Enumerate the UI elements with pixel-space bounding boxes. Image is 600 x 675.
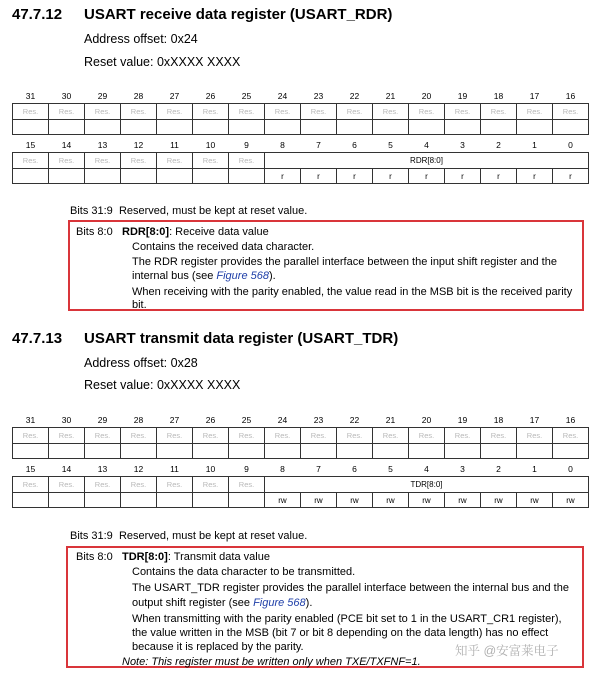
field-desc-tdr-3c: because it is replaced by the parity. [132, 641, 304, 653]
reserved-cell: Res. [445, 428, 481, 444]
field-name-tdr: TDR[8:0] [122, 551, 168, 563]
field-desc-tdr-3a: When transmitting with the parity enabled (PCE bit set to 1 in the USART_CR1 register), [132, 613, 562, 625]
bit-number: 2 [496, 140, 501, 150]
bit-number: 5 [388, 464, 393, 474]
reserved-bits-range: Bits 31:9 [70, 205, 113, 217]
bit-number: 3 [460, 464, 465, 474]
access-cell [229, 169, 265, 184]
field-title-rdr [122, 225, 269, 240]
field-desc-tdr-2b [132, 596, 312, 611]
reserved-cell: Res. [13, 477, 49, 493]
access-cell: rw [553, 493, 589, 508]
bit-number: 9 [244, 140, 249, 150]
field-desc-rdr-1: Contains the received data character. [132, 241, 315, 253]
bit-number: 3 [460, 140, 465, 150]
bit-number: 28 [133, 91, 144, 101]
reserved-cell: Res. [121, 477, 157, 493]
access-cell [481, 120, 517, 135]
access-cell [265, 120, 301, 135]
access-cell: rw [373, 493, 409, 508]
bit-number: 14 [61, 464, 72, 474]
address-offset-rdr: Address offset: 0x24 [84, 32, 198, 46]
reserved-cell: Res. [121, 104, 157, 120]
access-cell [517, 120, 553, 135]
field-desc-rdr-2b [132, 269, 276, 284]
reserved-cell: Res. [157, 104, 193, 120]
figure-568-link[interactable]: Figure 568 [216, 270, 269, 282]
reserved-cell: Res. [49, 153, 85, 169]
reserved-cell: Res. [85, 104, 121, 120]
bit-number: 0 [568, 140, 573, 150]
reserved-cell: Res. [409, 428, 445, 444]
field-title-rest-tdr: : Transmit data value [167, 551, 270, 563]
register-map-rdr-lower [12, 136, 589, 184]
bit-number: 26 [205, 415, 216, 425]
bit-number: 0 [568, 464, 573, 474]
access-cell: rw [481, 493, 517, 508]
reserved-cell: Res. [229, 477, 265, 493]
access-cell [373, 120, 409, 135]
access-cell [517, 444, 553, 459]
access-cell: r [445, 169, 481, 184]
bit-number: 16 [565, 91, 576, 101]
bit-number: 22 [349, 415, 360, 425]
watermark: 知乎 @安富莱电子 [455, 644, 559, 658]
field-bits-rdr: Bits 8:0 [76, 226, 113, 238]
figure-568-link[interactable]: Figure 568 [253, 597, 306, 609]
field-desc-rdr-3a: When receiving with the parity enabled, the value read in the MSB bit is the received parity [132, 286, 573, 298]
note-tdr: Note: This register must be written only when TXE/TXFNF=1. [122, 656, 421, 668]
access-cell [157, 120, 193, 135]
access-cell: rw [517, 493, 553, 508]
bit-number: 8 [280, 140, 285, 150]
access-cell: rw [445, 493, 481, 508]
reserved-bits-tdr [70, 529, 307, 544]
bit-number: 18 [493, 91, 504, 101]
reserved-cell: Res. [481, 428, 517, 444]
field-desc-tdr-3b: the value written in the MSB (bit 7 or bit 8 depending on the data length) has no effect [132, 627, 549, 639]
bit-number: 22 [349, 91, 360, 101]
reserved-cell: Res. [13, 104, 49, 120]
reserved-cell: Res. [481, 104, 517, 120]
bit-number: 25 [241, 91, 252, 101]
access-cell [373, 444, 409, 459]
access-cell [85, 493, 121, 508]
field-desc-tdr-1: Contains the data character to be transmitted. [132, 566, 356, 578]
reserved-cell: Res. [13, 153, 49, 169]
reserved-cell: Res. [265, 104, 301, 120]
access-cell [121, 169, 157, 184]
reserved-cell: Res. [553, 428, 589, 444]
bit-number: 23 [313, 91, 324, 101]
access-cell: r [409, 169, 445, 184]
bit-number: 12 [133, 464, 144, 474]
bit-number: 28 [133, 415, 144, 425]
reserved-cell: Res. [517, 104, 553, 120]
field-desc-tdr-2b-post: ). [305, 597, 313, 609]
bit-number: 6 [352, 464, 357, 474]
reset-value-tdr: Reset value: 0xXXXX XXXX [84, 378, 241, 392]
section-number-tdr: 47.7.13 [12, 330, 63, 347]
access-cell [49, 444, 85, 459]
access-cell [49, 493, 85, 508]
bit-number: 27 [169, 415, 180, 425]
bit-number: 21 [385, 415, 396, 425]
reserved-cell: Res. [337, 104, 373, 120]
reserved-cell: Res. [157, 428, 193, 444]
access-cell [13, 444, 49, 459]
access-cell [301, 444, 337, 459]
access-cell [193, 444, 229, 459]
access-cell [49, 120, 85, 135]
bit-number: 24 [277, 91, 288, 101]
field-bits-tdr: Bits 8:0 [76, 551, 113, 563]
access-cell: rw [409, 493, 445, 508]
reserved-cell: Res. [229, 104, 265, 120]
access-cell [85, 169, 121, 184]
reserved-cell: Res. [409, 104, 445, 120]
bit-number: 31 [25, 91, 36, 101]
access-cell [193, 169, 229, 184]
register-map-tdr-upper [12, 411, 589, 459]
field-desc-rdr-2b-pre: internal bus (see [132, 270, 217, 282]
reserved-cell: Res. [301, 104, 337, 120]
field-desc-rdr-3b: bit. [132, 299, 147, 311]
field-name-rdr: RDR[8:0] [122, 226, 170, 238]
bit-number: 16 [565, 415, 576, 425]
bit-number: 11 [170, 464, 179, 474]
bit-number: 5 [388, 140, 393, 150]
bit-number: 10 [205, 140, 216, 150]
bit-number: 7 [316, 140, 321, 150]
access-cell [13, 493, 49, 508]
access-cell [301, 120, 337, 135]
access-cell [157, 493, 193, 508]
bit-number: 15 [25, 140, 36, 150]
bit-number: 30 [61, 415, 72, 425]
reserved-cell: Res. [373, 104, 409, 120]
bit-number: 9 [244, 464, 249, 474]
access-cell [157, 169, 193, 184]
reserved-cell: Res. [49, 104, 85, 120]
bit-number: 19 [457, 91, 468, 101]
access-cell [13, 120, 49, 135]
register-map-rdr-upper [12, 87, 589, 135]
access-cell [157, 444, 193, 459]
field-desc-rdr-2a: The RDR register provides the parallel interface between the input shift register and the [132, 256, 557, 268]
access-cell [85, 120, 121, 135]
access-cell: r [481, 169, 517, 184]
access-cell: r [337, 169, 373, 184]
reserved-cell: Res. [301, 428, 337, 444]
reserved-bits-range: Bits 31:9 [70, 530, 113, 542]
access-cell: rw [337, 493, 373, 508]
bit-number: 1 [532, 464, 537, 474]
reserved-cell: Res. [85, 477, 121, 493]
access-cell: r [301, 169, 337, 184]
access-cell: r [373, 169, 409, 184]
reserved-cell: Res. [157, 153, 193, 169]
bit-number: 29 [97, 415, 108, 425]
access-cell [445, 444, 481, 459]
reserved-cell: Res. [193, 153, 229, 169]
bit-number: 13 [97, 140, 108, 150]
access-cell [553, 120, 589, 135]
bit-number: 13 [97, 464, 108, 474]
bit-number: 14 [61, 140, 72, 150]
field-desc-tdr-2a: The USART_TDR register provides the parallel interface between the internal bus and the [132, 582, 569, 594]
access-cell [121, 444, 157, 459]
bit-number: 8 [280, 464, 285, 474]
access-cell [337, 444, 373, 459]
reserved-bits-rdr [70, 204, 307, 219]
section-title-rdr: USART receive data register (USART_RDR) [84, 6, 393, 23]
bit-number: 23 [313, 415, 324, 425]
bit-number: 1 [532, 140, 537, 150]
reserved-cell: Res. [85, 153, 121, 169]
reserved-cell: Res. [193, 428, 229, 444]
bit-number: 26 [205, 91, 216, 101]
section-title-tdr: USART transmit data register (USART_TDR) [84, 330, 399, 347]
reserved-cell: Res. [373, 428, 409, 444]
access-cell [85, 444, 121, 459]
reserved-cell: Res. [49, 477, 85, 493]
access-cell [229, 493, 265, 508]
access-cell: r [517, 169, 553, 184]
bit-number: 2 [496, 464, 501, 474]
field-desc-rdr-2b-post: ). [268, 270, 276, 282]
reserved-bits-text: Reserved, must be kept at reset value. [118, 205, 308, 217]
field-desc-tdr-2b-pre: output shift register (see [132, 597, 254, 609]
bit-number: 30 [61, 91, 72, 101]
reserved-cell: Res. [13, 428, 49, 444]
access-cell [481, 444, 517, 459]
bit-number: 12 [133, 140, 144, 150]
reserved-cell: Res. [85, 428, 121, 444]
bit-number: 25 [241, 415, 252, 425]
reserved-cell: Res. [517, 428, 553, 444]
access-cell [229, 120, 265, 135]
reserved-cell: Res. [229, 153, 265, 169]
access-cell [445, 120, 481, 135]
access-cell [265, 444, 301, 459]
access-cell: r [265, 169, 301, 184]
bit-number: 24 [277, 415, 288, 425]
bit-number: 18 [493, 415, 504, 425]
bit-number: 4 [424, 464, 429, 474]
field-cell: RDR[8:0] [265, 153, 589, 169]
bit-number: 20 [421, 415, 432, 425]
bit-number: 17 [529, 415, 540, 425]
reserved-cell: Res. [157, 477, 193, 493]
field-title-rest-rdr: : Receive data value [169, 226, 269, 238]
access-cell [409, 120, 445, 135]
access-cell [337, 120, 373, 135]
bit-number: 6 [352, 140, 357, 150]
access-cell [121, 493, 157, 508]
reserved-cell: Res. [337, 428, 373, 444]
bit-number: 20 [421, 91, 432, 101]
bit-number: 4 [424, 140, 429, 150]
access-cell [409, 444, 445, 459]
bit-number: 27 [169, 91, 180, 101]
reserved-cell: Res. [193, 477, 229, 493]
bit-number: 17 [529, 91, 540, 101]
reserved-cell: Res. [193, 104, 229, 120]
bit-number: 19 [457, 415, 468, 425]
access-cell: r [553, 169, 589, 184]
reserved-cell: Res. [553, 104, 589, 120]
section-number-rdr: 47.7.12 [12, 6, 63, 23]
access-cell: rw [265, 493, 301, 508]
access-cell [49, 169, 85, 184]
reserved-cell: Res. [49, 428, 85, 444]
field-title-tdr [122, 550, 270, 565]
access-cell [13, 169, 49, 184]
access-cell [193, 120, 229, 135]
reserved-cell: Res. [445, 104, 481, 120]
address-offset-tdr: Address offset: 0x28 [84, 356, 198, 370]
reset-value-rdr: Reset value: 0xXXXX XXXX [84, 55, 241, 69]
access-cell [229, 444, 265, 459]
bit-number: 7 [316, 464, 321, 474]
reserved-bits-text: Reserved, must be kept at reset value. [118, 530, 308, 542]
reserved-cell: Res. [265, 428, 301, 444]
field-cell: TDR[8:0] [265, 477, 589, 493]
bit-number: 21 [385, 91, 396, 101]
register-map-tdr-lower [12, 460, 589, 508]
bit-number: 11 [170, 140, 179, 150]
reserved-cell: Res. [121, 428, 157, 444]
reserved-cell: Res. [229, 428, 265, 444]
bit-number: 15 [25, 464, 36, 474]
bit-number: 10 [205, 464, 216, 474]
access-cell [553, 444, 589, 459]
access-cell: rw [301, 493, 337, 508]
reserved-cell: Res. [121, 153, 157, 169]
bit-number: 31 [25, 415, 36, 425]
access-cell [193, 493, 229, 508]
access-cell [121, 120, 157, 135]
bit-number: 29 [97, 91, 108, 101]
